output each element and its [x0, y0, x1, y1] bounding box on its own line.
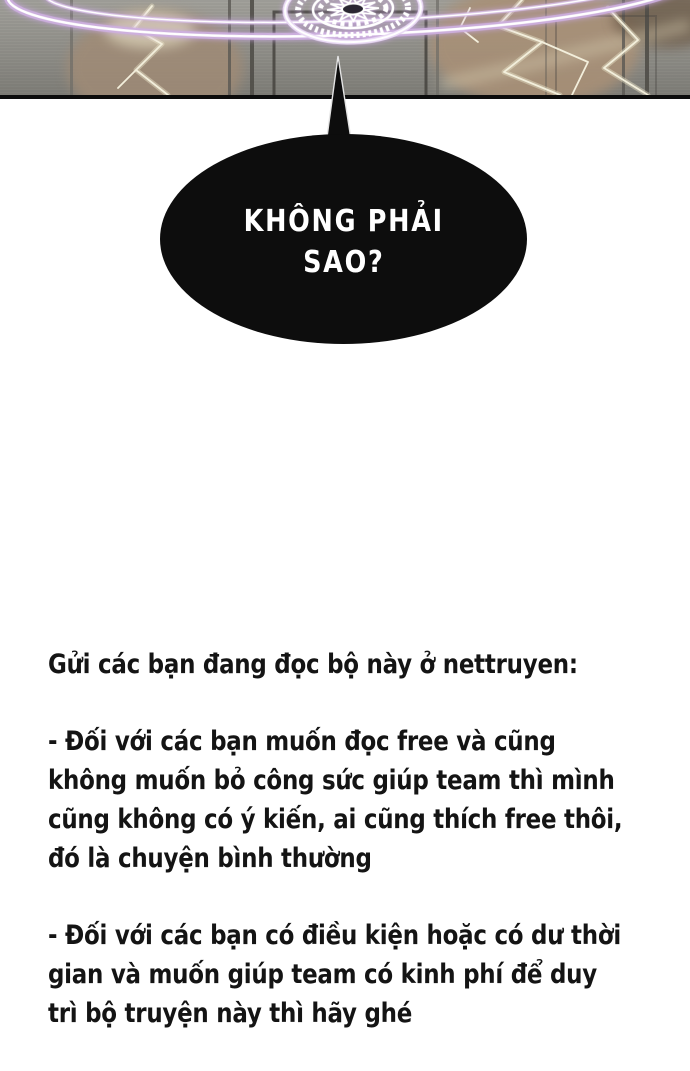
note-line: - Đối với các bạn muốn đọc free và cũng — [48, 726, 556, 757]
bubble-line-1: KHÔNG PHẢI — [243, 204, 444, 239]
note-line: cũng không có ý kiến, ai cũng thích free thôi, — [48, 804, 623, 835]
speech-bubble — [160, 134, 527, 344]
note-line: không muốn bỏ công sức giúp team thì mình — [48, 765, 615, 796]
note-line: - Đối với các bạn có điều kiện hoặc có dư thời — [48, 920, 621, 951]
speech-bubble-text — [243, 201, 443, 283]
note-line: đó là chuyện bình thường — [48, 843, 372, 874]
translator-note — [48, 645, 660, 1071]
note-line: trì bộ truyện này thì hãy ghé — [48, 998, 413, 1029]
note-line: gian và muốn giúp team có kinh phí để duy — [48, 959, 597, 990]
note-line: Gửi các bạn đang đọc bộ này ở nettruyen: — [48, 649, 578, 680]
note-paragraph-free-readers — [48, 722, 660, 878]
note-paragraph-supporters — [48, 916, 660, 1033]
note-intro-paragraph — [48, 645, 660, 684]
bubble-line-2: SAO? — [302, 245, 385, 280]
